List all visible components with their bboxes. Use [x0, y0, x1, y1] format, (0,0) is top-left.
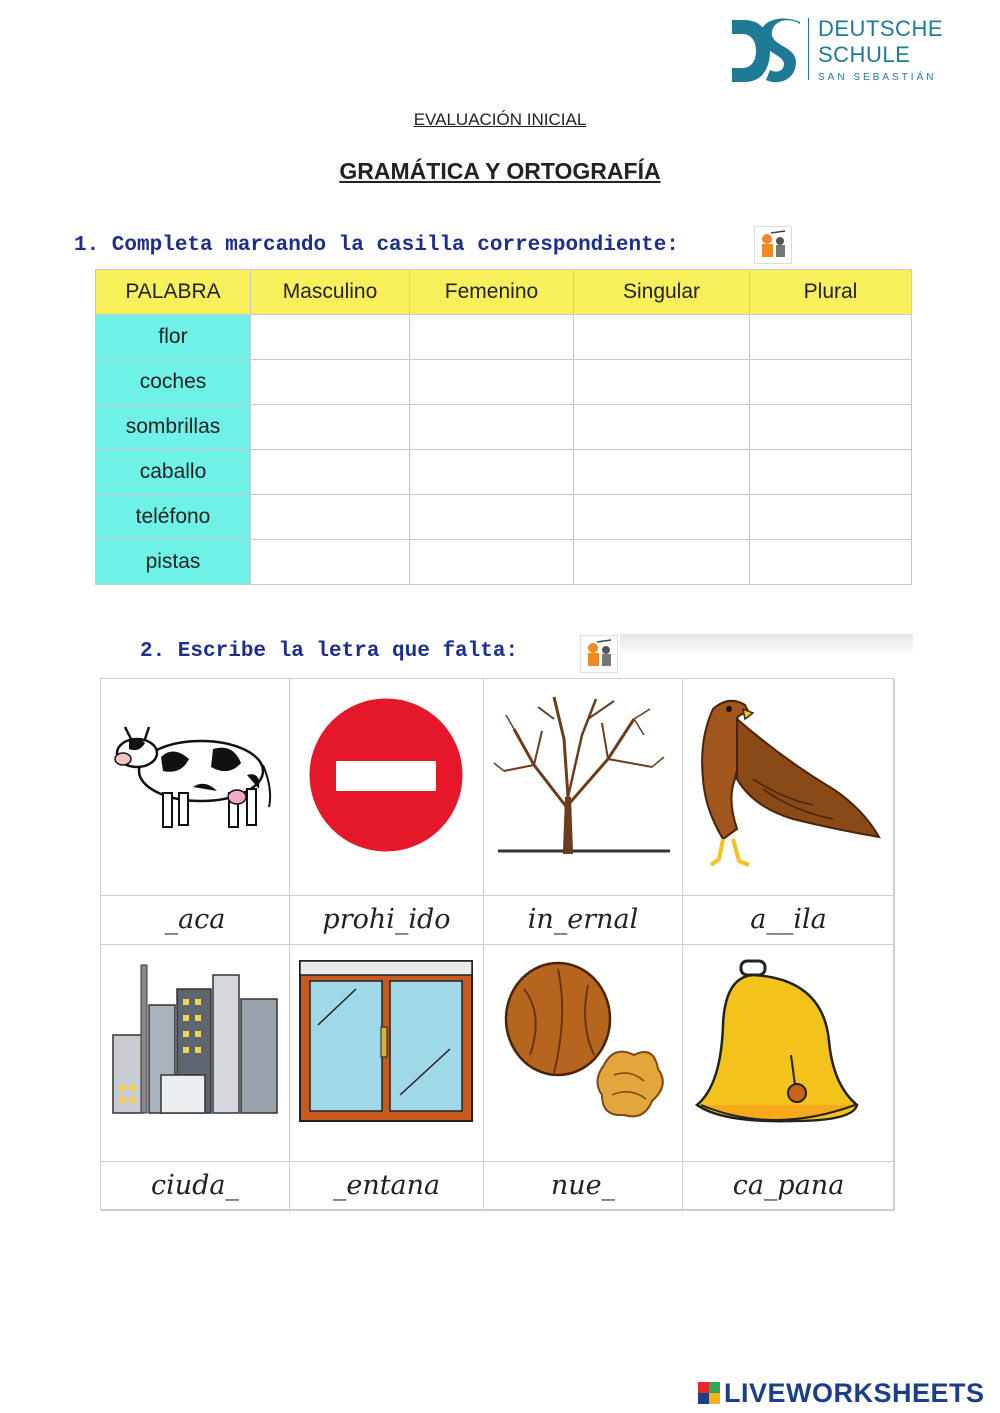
plural-checkbox-cell[interactable] [750, 495, 912, 540]
word-blank-caption[interactable]: in_ernal [484, 896, 683, 945]
word-blank-caption[interactable]: a__ila [683, 896, 895, 945]
word-cell: pistas [96, 540, 251, 585]
word-blank-caption[interactable]: nue_ [484, 1162, 683, 1211]
column-header-masculino: Masculino [251, 270, 410, 315]
liveworksheets-brand-text: LIVEWORKSHEETS [724, 1377, 985, 1408]
word-cell: teléfono [96, 495, 251, 540]
plural-checkbox-cell[interactable] [750, 540, 912, 585]
femenino-checkbox-cell[interactable] [410, 450, 574, 495]
word-cell: coches [96, 360, 251, 405]
word-cell: sombrillas [96, 405, 251, 450]
teacher-pictogram-icon [754, 226, 792, 264]
plural-checkbox-cell[interactable] [750, 360, 912, 405]
logo-text-line2: SCHULE [818, 42, 911, 67]
word-blank-caption[interactable]: prohi_ido [290, 896, 484, 945]
singular-checkbox-cell[interactable] [574, 315, 750, 360]
document-subtitle: EVALUACIÓN INICIAL [413, 110, 587, 129]
femenino-checkbox-cell[interactable] [410, 315, 574, 360]
walnut-picture [484, 945, 683, 1162]
singular-checkbox-cell[interactable] [574, 360, 750, 405]
plural-checkbox-cell[interactable] [750, 450, 912, 495]
masculino-checkbox-cell[interactable] [251, 405, 410, 450]
column-header-plural: Plural [750, 270, 912, 315]
femenino-checkbox-cell[interactable] [410, 360, 574, 405]
word-blank-caption[interactable]: ciuda_ [101, 1162, 290, 1211]
table-row [96, 315, 912, 360]
logo-text-line1: DEUTSCHE [818, 16, 944, 41]
grammar-table [95, 269, 912, 585]
decorative-strip [620, 634, 913, 656]
school-logo [730, 14, 944, 89]
femenino-checkbox-cell[interactable] [410, 495, 574, 540]
femenino-checkbox-cell[interactable] [410, 405, 574, 450]
ds-monogram-icon [730, 16, 802, 86]
masculino-checkbox-cell[interactable] [251, 450, 410, 495]
singular-checkbox-cell[interactable] [574, 540, 750, 585]
singular-checkbox-cell[interactable] [574, 405, 750, 450]
grammar-table-header-row [96, 270, 912, 315]
masculino-checkbox-cell[interactable] [251, 495, 410, 540]
word-blank-caption[interactable]: _aca [101, 896, 290, 945]
word-cell: caballo [96, 450, 251, 495]
word-blank-caption[interactable]: _entana [290, 1162, 484, 1211]
word-cell: flor [96, 315, 251, 360]
eagle-picture [683, 679, 895, 896]
city-picture [101, 945, 290, 1162]
masculino-checkbox-cell[interactable] [251, 540, 410, 585]
bell-picture [683, 945, 895, 1162]
liveworksheets-logo [698, 1378, 985, 1408]
table-row [96, 495, 912, 540]
column-header-palabra: PALABRA [96, 270, 251, 315]
femenino-checkbox-cell[interactable] [410, 540, 574, 585]
cow-picture [101, 679, 290, 896]
singular-checkbox-cell[interactable] [574, 450, 750, 495]
word-blank-caption[interactable]: ca_pana [683, 1162, 895, 1211]
table-row [96, 450, 912, 495]
picture-grid [100, 678, 894, 1210]
logo-text-line3: SAN SEBASTIÁN [818, 72, 937, 83]
plural-checkbox-cell[interactable] [750, 315, 912, 360]
exercise2-instruction: 2. Escribe la letra que falta: [140, 640, 519, 663]
no-entry-sign-picture [290, 679, 484, 896]
logo-divider [808, 18, 809, 80]
table-row [96, 360, 912, 405]
document-title: GRAMÁTICA Y ORTOGRAFÍA [339, 158, 661, 184]
exercise1-instruction: 1. Completa marcando la casilla correspondiente: [74, 234, 679, 257]
liveworksheets-icon [698, 1382, 720, 1404]
column-header-femenino: Femenino [410, 270, 574, 315]
teacher-pictogram-icon [580, 635, 618, 673]
plural-checkbox-cell[interactable] [750, 405, 912, 450]
masculino-checkbox-cell[interactable] [251, 315, 410, 360]
window-picture [290, 945, 484, 1162]
singular-checkbox-cell[interactable] [574, 495, 750, 540]
masculino-checkbox-cell[interactable] [251, 360, 410, 405]
table-row [96, 540, 912, 585]
bare-tree-picture [484, 679, 683, 896]
table-row [96, 405, 912, 450]
column-header-singular: Singular [574, 270, 750, 315]
